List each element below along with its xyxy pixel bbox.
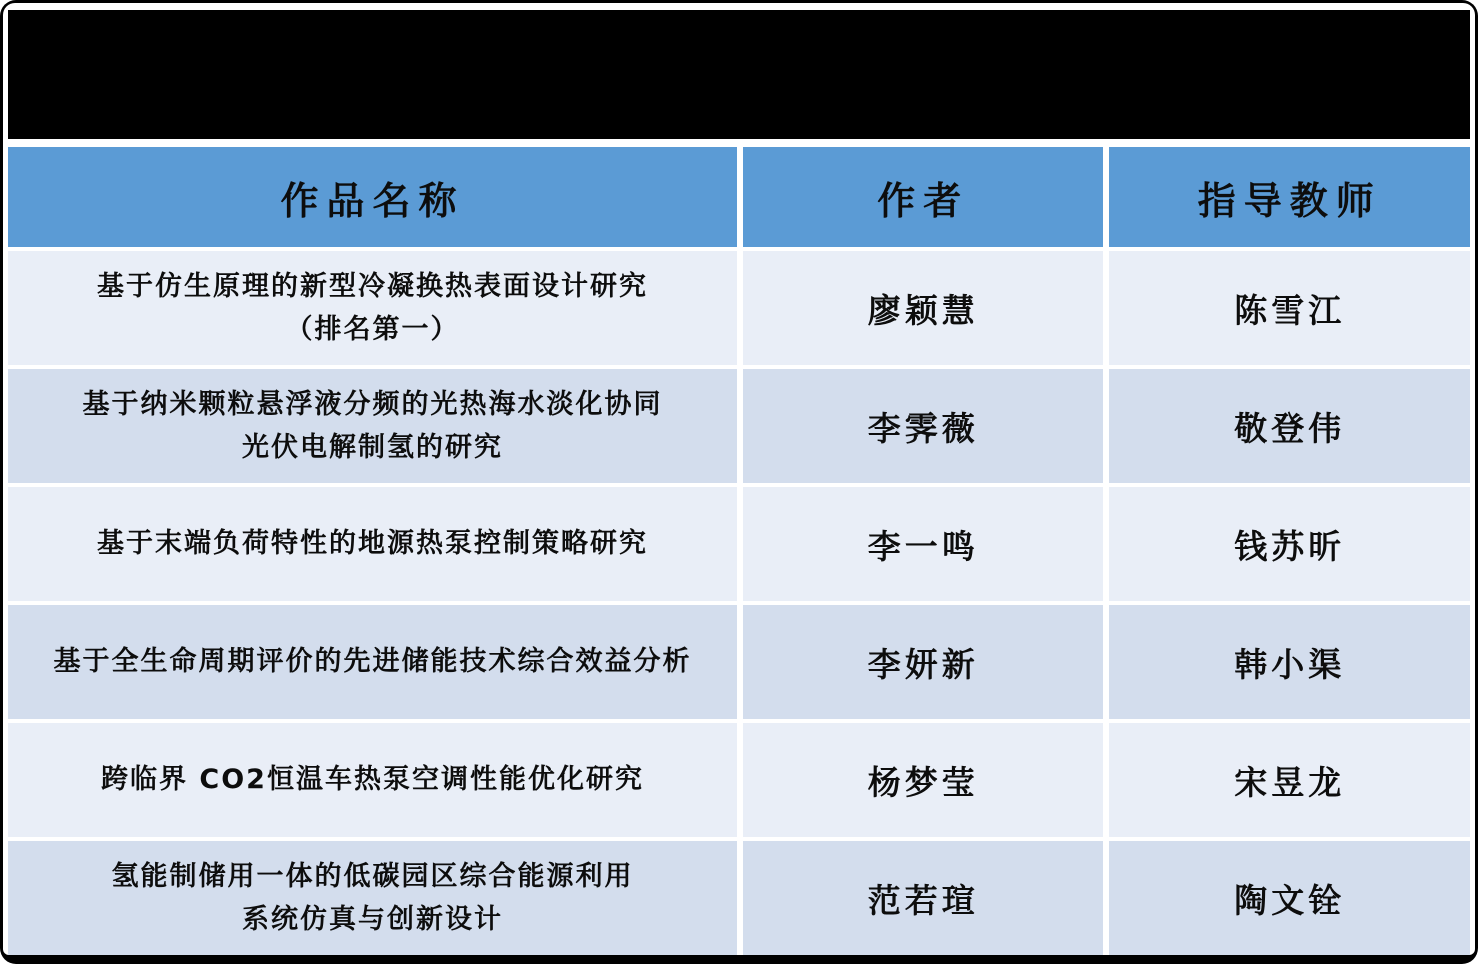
table-row-4-author: 李妍新 xyxy=(743,605,1104,719)
awards-table xyxy=(8,147,1470,955)
table-row-5-work-title xyxy=(8,723,737,837)
table-row-5-advisor: 宋昱龙 xyxy=(1109,723,1470,837)
work-title-line1: 跨临界 CO2恒温车热泵空调性能优化研究 xyxy=(101,764,644,796)
work-title-line1: 基于全生命周期评价的先进储能技术综合效益分析 xyxy=(53,646,692,678)
table-row-1-advisor: 陈雪江 xyxy=(1109,251,1470,365)
work-title-line1: 基于纳米颗粒悬浮液分频的光热海水淡化协同 xyxy=(82,388,663,420)
table-row-3-work-title xyxy=(8,487,737,601)
table-row-6-author: 范若瑄 xyxy=(743,841,1104,955)
table-row-4-advisor: 韩小渠 xyxy=(1109,605,1470,719)
work-title-line1: 基于仿生原理的新型冷凝换热表面设计研究 xyxy=(96,270,648,302)
table-row-4-work-title xyxy=(8,605,737,719)
work-title-line2: （排名第一） xyxy=(285,314,460,345)
work-title-line1: 氢能制储用一体的低碳园区综合能源利用 xyxy=(111,860,634,892)
redacted-title-banner xyxy=(8,10,1470,139)
column-header-author: 作者 xyxy=(743,147,1104,247)
table-row-2-advisor: 敬登伟 xyxy=(1109,369,1470,483)
table-row-2-work-title xyxy=(8,369,737,483)
column-header-work-title: 作品名称 xyxy=(8,147,737,247)
table-row-6-work-title xyxy=(8,841,737,955)
table-row-5-author: 杨梦莹 xyxy=(743,723,1104,837)
table-row-2-author: 李霁薇 xyxy=(743,369,1104,483)
work-title-line1: 基于末端负荷特性的地源热泵控制策略研究 xyxy=(96,528,648,560)
table-row-3-advisor: 钱苏昕 xyxy=(1109,487,1470,601)
column-header-advisor: 指导教师 xyxy=(1109,147,1470,247)
work-title-line2: 光伏电解制氢的研究 xyxy=(241,432,503,463)
slide-inner xyxy=(3,3,1475,955)
table-row-3-author: 李一鸣 xyxy=(743,487,1104,601)
work-title-line2: 系统仿真与创新设计 xyxy=(241,904,503,935)
table-row-6-advisor: 陶文铨 xyxy=(1109,841,1470,955)
table-row-1-author: 廖颖慧 xyxy=(743,251,1104,365)
table-row-1-work-title xyxy=(8,251,737,365)
